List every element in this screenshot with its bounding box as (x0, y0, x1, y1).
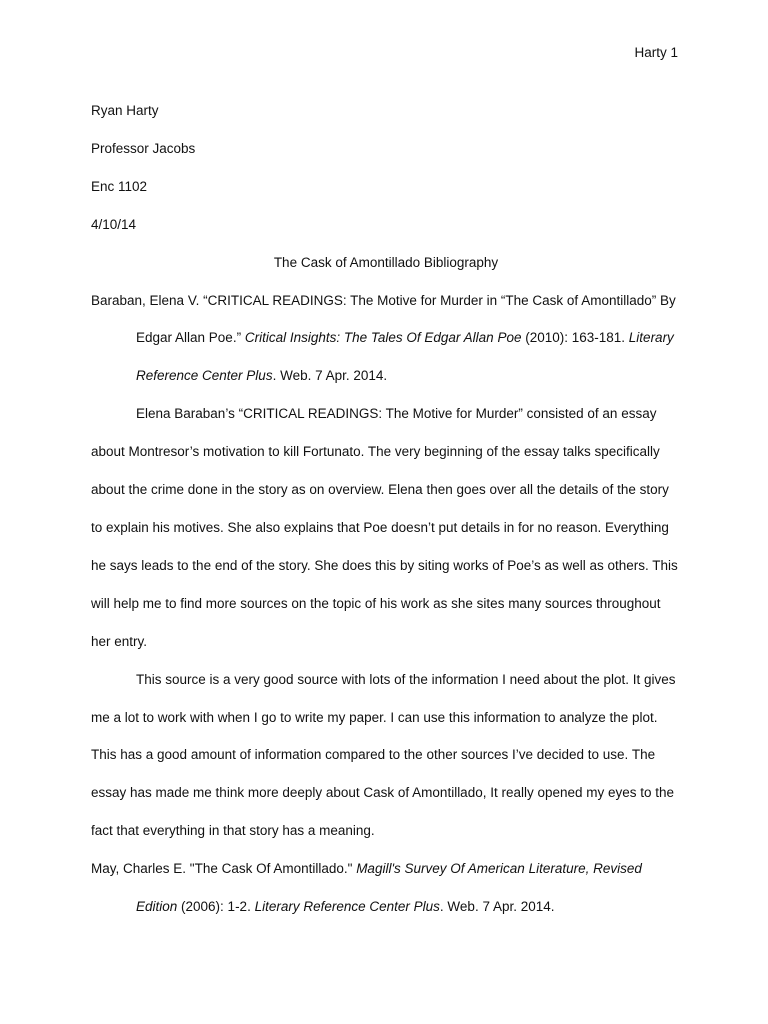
document-body (91, 92, 681, 926)
citation-1-text: Baraban, Elena V. “CRITICAL READINGS: The Motive for Murder in “The Cask of Amontillado” By Edgar Allan Poe.” (91, 292, 676, 346)
running-head: Harty 1 (634, 45, 678, 60)
course-code: Enc 1102 (91, 178, 148, 194)
author-name: Ryan Harty (91, 103, 159, 118)
citation-2-source: Magill's Survey Of American Literature, Revised Edition (136, 861, 642, 915)
date: 4/10/14 (91, 216, 137, 232)
citation-1-access: . Web. 7 Apr. 2014. (272, 368, 388, 384)
citation-1-source: Critical Insights: The Tales Of Edgar Allan Poe (244, 330, 522, 346)
citation-2 (91, 850, 681, 926)
citation-2-pages: (2006): 1-2. (177, 899, 255, 915)
citation-1-database: Literary Reference Center Plus (136, 330, 674, 384)
annotation-paragraph-2: This source is a very good source with lots of the information I need about the plot. It gives me a lot to work with when I go to write my paper. I can use this information to analyze the plot. This has a good amount of information compared to the other sources I’ve decided to use. The essay has made me think more deeply about Cask of Amontillado, It really opened my eyes to the fact that everything in that story has a meaning. (91, 671, 676, 839)
professor-name: Professor Jacobs (91, 140, 196, 156)
citation-2-text: May, Charles E. "The Cask Of Amontillado." (91, 861, 357, 877)
citation-2-database: Literary Reference Center Plus (254, 899, 440, 915)
document-title: The Cask of Amontillado Bibliography (273, 254, 499, 270)
citation-2-access: . Web. 7 Apr. 2014. (439, 899, 555, 915)
citation-1 (91, 282, 681, 396)
annotation-paragraph-1: Elena Baraban’s “CRITICAL READINGS: The Motive for Murder” consisted of an essay about Montresor’s motivation to kill Fortunato. The very beginning of the essay talks specifically about the crime done in the story as on overview. Elena then goes over all the details of the story to explain his motives. She also explains that Poe doesn’t put details in for no reason. Everything he says leads to the end of the story. She does this by siting works of Poe’s as well as others. This will help me to find more sources on the topic of his work as she sites many sources throughout her entry. (91, 406, 678, 649)
citation-1-pages: (2010): 163-181. (521, 330, 629, 346)
